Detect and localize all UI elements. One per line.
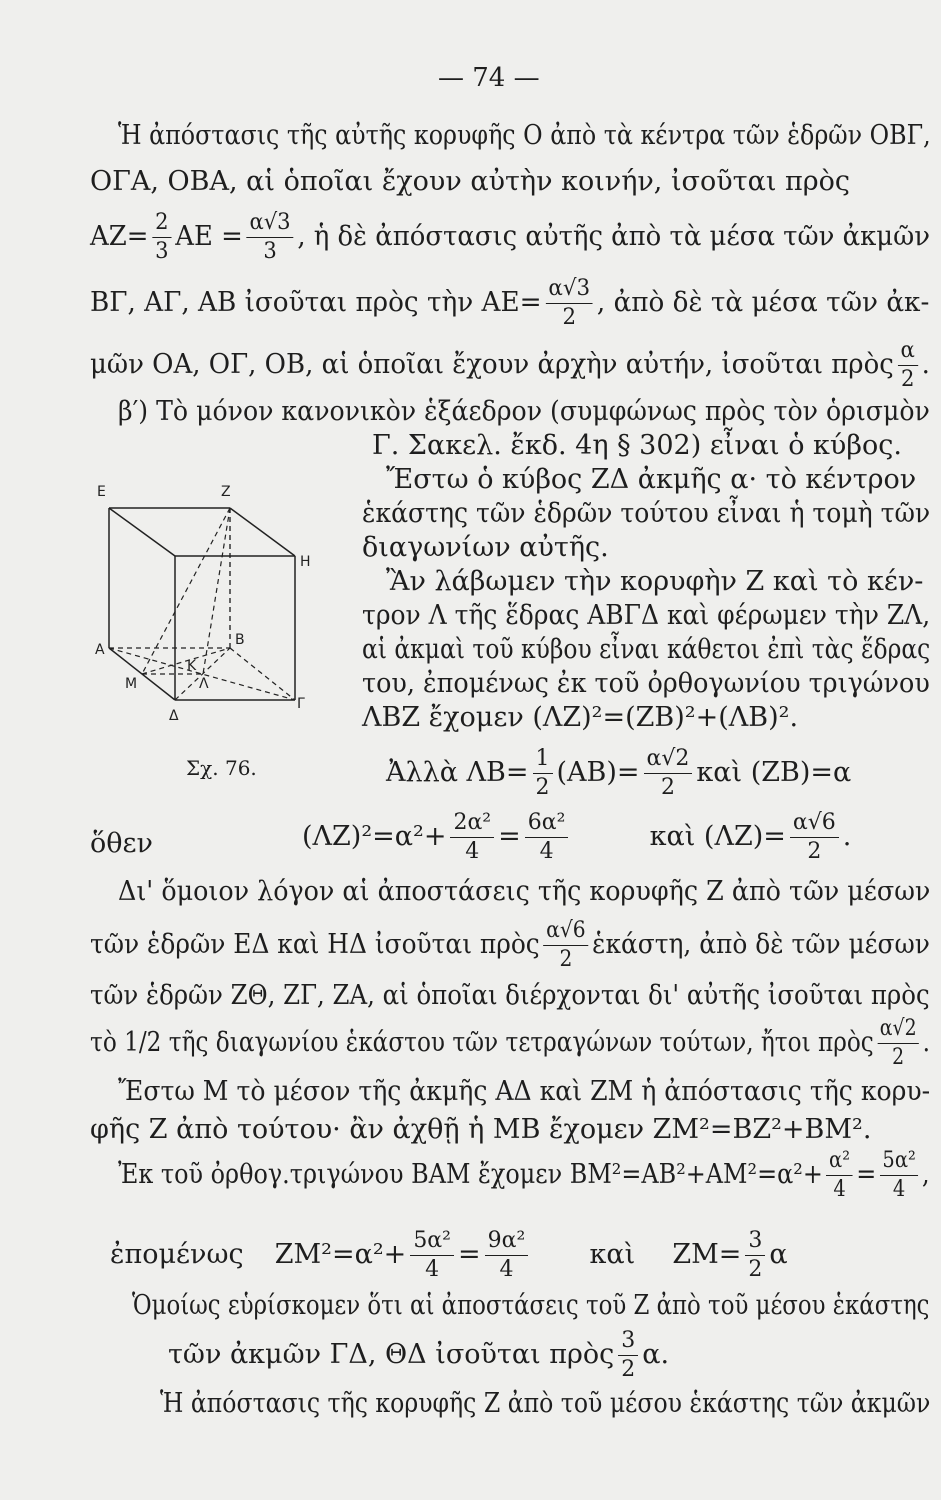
text-segment: τῶν ἀκμῶν ΓΔ, ΘΔ ἰσοῦται πρὸς bbox=[168, 1339, 615, 1370]
label-z: Ζ bbox=[221, 484, 231, 500]
text-line: Ἂν λάβωμεν τὴν κορυφὴν Ζ καὶ τὸ κέν- bbox=[386, 566, 924, 597]
fraction bbox=[525, 812, 569, 863]
text-line: β′) Τὸ μόνον κανονικὸν ἑξάεδρον (συμφώνως πρὸς τὸν ὁρισμὸν bbox=[118, 396, 930, 427]
label-g: Γ bbox=[297, 696, 305, 712]
text-line: Δι' ὅμοιον λόγον αἱ ἀποστάσεις τῆς κορυφῆς Ζ ἀπὸ τῶν μέσων bbox=[118, 876, 931, 907]
fraction bbox=[247, 212, 294, 263]
denominator: 4 bbox=[833, 1177, 846, 1202]
text-line: ΟΓΑ, ΟΒΑ, αἱ ὁποῖαι ἔχουν αὐτὴν κοινήν, ἰσοῦται πρὸς bbox=[90, 166, 850, 197]
text-segment: μῶν ΟΑ, ΟΓ, ΟΒ, αἱ ὁποῖαι ἔχουν ἀρχὴν αὐτήν, ἰσοῦται πρὸς bbox=[90, 349, 894, 380]
text-segment: α. bbox=[642, 1339, 670, 1370]
text-segment: ΒΓ, ΑΓ, ΑΒ ἰσοῦται πρὸς τὴν ΑΕ= bbox=[90, 287, 542, 318]
numerator: 1 bbox=[533, 748, 553, 774]
text-line: του, ἐπομένως ἐκ τοῦ ὀρθογωνίου τριγώνου bbox=[362, 668, 930, 699]
fraction bbox=[877, 1018, 919, 1069]
denominator: 2 bbox=[621, 1357, 636, 1382]
label-l: Λ bbox=[199, 676, 209, 692]
text-segment: καὶ bbox=[589, 1239, 636, 1270]
fraction bbox=[790, 812, 839, 863]
denominator: 3 bbox=[263, 239, 277, 264]
numerator: 2 bbox=[152, 212, 171, 238]
fraction bbox=[543, 920, 588, 971]
denominator: 2 bbox=[892, 1045, 905, 1070]
text-segment: ΖΜ= bbox=[672, 1239, 742, 1270]
text-segment: = bbox=[856, 1159, 877, 1190]
text-segment: , ἡ δὲ ἀπόστασις αὐτῆς ἀπὸ τὰ μέσα τῶν ἀκμῶν bbox=[297, 221, 930, 252]
fraction bbox=[898, 340, 918, 391]
text-segment: τὸ 1/2 τῆς διαγωνίου ἑκάστου τῶν τετραγώνων τούτων, ἤτοι πρὸς bbox=[90, 1027, 874, 1058]
fraction bbox=[410, 1230, 454, 1281]
text-segment: Ἐκ τοῦ ὀρθογ.τριγώνου ΒΑΜ ἔχομεν ΒΜ²=ΑΒ²+ΑΜ²=α²+ bbox=[118, 1159, 823, 1190]
fraction bbox=[485, 1230, 529, 1281]
text-line: τῶν ἑδρῶν ΖΘ, ΖΓ, ΖΑ, αἱ ὁποῖαι διέρχονται δι' αὐτῆς ἰσοῦται πρὸς bbox=[90, 980, 930, 1011]
text-segment: (ΑΒ)= bbox=[556, 757, 640, 788]
text-segment: = bbox=[458, 1239, 481, 1270]
text-line: Ἡ ἀπόστασις τῆς κορυφῆς Ζ ἀπὸ τοῦ μέσου ἑκάστης τῶν ἀκμῶν bbox=[160, 1388, 931, 1419]
formula-line bbox=[110, 1230, 788, 1281]
denominator: 4 bbox=[499, 1257, 514, 1282]
fraction bbox=[826, 1150, 852, 1201]
numerator: 9α² bbox=[485, 1230, 529, 1256]
formula-line bbox=[90, 920, 930, 971]
text-segment: , bbox=[921, 1159, 930, 1190]
text-line: τρον Λ τῆς ἕδρας ΑΒΓΔ καὶ φέρωμεν τὴν ΖΛ, bbox=[362, 600, 931, 631]
label-a: Α bbox=[95, 642, 105, 658]
text-line: φῆς Ζ ἀπὸ τούτου· ἂν ἀχθῇ ἡ ΜΒ ἔχομεν ΖΜ²=ΒΖ²+ΒΜ². bbox=[90, 1114, 872, 1145]
text-segment: Ἀλλὰ ΛΒ= bbox=[386, 757, 529, 788]
numerator: 3 bbox=[618, 1330, 638, 1356]
denominator: 2 bbox=[807, 839, 822, 864]
fraction bbox=[533, 748, 553, 799]
denominator: 4 bbox=[465, 839, 480, 864]
text-segment: τῶν ἑδρῶν ΕΔ καὶ ΗΔ ἰσοῦται πρὸς bbox=[90, 929, 540, 960]
text-line: Ἡ ἀπόστασις τῆς αὐτῆς κορυφῆς Ο ἀπὸ τὰ κέντρα τῶν ἑδρῶν ΟΒΓ, bbox=[118, 120, 931, 151]
formula-line bbox=[118, 1150, 930, 1201]
numerator: α√3 bbox=[247, 212, 294, 238]
text-segment: ΖΜ²=α²+ bbox=[274, 1239, 407, 1270]
numerator: α√2 bbox=[644, 748, 693, 774]
formula-line bbox=[90, 340, 930, 391]
denominator: 4 bbox=[425, 1257, 440, 1282]
cube-figure bbox=[95, 478, 320, 740]
formula-line bbox=[302, 812, 851, 863]
numerator: α√2 bbox=[877, 1018, 919, 1044]
text-line: Ὁμοίως εὑρίσκομεν ὅτι αἱ ἀποστάσεις τοῦ Ζ ἀπὸ τοῦ μέσου ἑκάστης bbox=[132, 1290, 930, 1321]
text-segment: ΑΕ = bbox=[175, 221, 243, 252]
numerator: α√6 bbox=[790, 812, 839, 838]
fraction bbox=[545, 278, 593, 329]
denominator: 2 bbox=[900, 367, 915, 392]
numerator: 3 bbox=[745, 1230, 765, 1256]
text-segment: . bbox=[842, 821, 852, 852]
numerator: α√3 bbox=[545, 278, 593, 304]
text-segment: καὶ (ΖΒ)=α bbox=[696, 757, 852, 788]
text-segment: (ΛΖ)²=α²+ bbox=[302, 821, 447, 852]
denominator: 2 bbox=[660, 775, 675, 800]
label-b: Β bbox=[235, 632, 245, 648]
denominator: 4 bbox=[892, 1177, 906, 1202]
text-line: αἱ ἀκμαὶ τοῦ κύβου εἶναι κάθετοι ἐπὶ τὰς ἕδρας bbox=[362, 634, 931, 665]
text-segment: καὶ (ΛΖ)= bbox=[649, 821, 786, 852]
label-k: Κ bbox=[187, 658, 197, 674]
numerator: 5α² bbox=[410, 1230, 454, 1256]
text-segment: . bbox=[922, 1027, 930, 1058]
numerator: 5α² bbox=[880, 1150, 919, 1176]
formula-line bbox=[90, 1018, 930, 1069]
denominator: 2 bbox=[535, 775, 550, 800]
denominator: 2 bbox=[559, 947, 573, 972]
denominator: 2 bbox=[562, 305, 577, 330]
text-line: ὅθεν bbox=[90, 828, 153, 859]
text-segment: ἑκάστη, ἀπὸ δὲ τῶν μέσων bbox=[592, 929, 930, 960]
label-d: Δ bbox=[169, 708, 179, 724]
denominator: 3 bbox=[155, 239, 169, 264]
numerator: α² bbox=[826, 1150, 852, 1176]
fraction bbox=[745, 1230, 765, 1281]
numerator: α bbox=[898, 340, 918, 366]
text-segment: = bbox=[498, 821, 521, 852]
fraction bbox=[880, 1150, 919, 1201]
text-line: ἑκάστης τῶν ἑδρῶν τούτου εἶναι ἡ τομὴ τῶν bbox=[362, 498, 931, 529]
text-segment: α bbox=[769, 1239, 788, 1270]
page-number: — 74 — bbox=[438, 63, 540, 93]
text-segment: , ἀπὸ δὲ τὰ μέσα τῶν ἀκ- bbox=[596, 287, 930, 318]
text-segment: ἐπομένως bbox=[110, 1239, 244, 1270]
fraction bbox=[618, 1330, 638, 1381]
fraction bbox=[152, 212, 171, 263]
fraction bbox=[450, 812, 494, 863]
text-line: Ἔστω Μ τὸ μέσον τῆς ἀκμῆς ΑΔ καὶ ΖΜ ἡ ἀπόστασις τῆς κορυ- bbox=[118, 1076, 931, 1107]
label-h: Η bbox=[300, 554, 311, 570]
denominator: 4 bbox=[539, 839, 554, 864]
numerator: 6α² bbox=[525, 812, 569, 838]
text-segment: . bbox=[921, 349, 930, 380]
numerator: 2α² bbox=[450, 812, 494, 838]
numerator: α√6 bbox=[543, 920, 588, 946]
figure-caption: Σχ. 76. bbox=[186, 756, 257, 780]
label-e: Ε bbox=[97, 484, 106, 500]
text-segment: ΑΖ= bbox=[90, 221, 149, 252]
formula-line bbox=[386, 748, 851, 799]
formula-line bbox=[90, 212, 930, 263]
denominator: 2 bbox=[748, 1257, 763, 1282]
fraction bbox=[644, 748, 693, 799]
formula-line bbox=[168, 1330, 669, 1381]
text-line: ΛΒΖ ἔχομεν (ΛΖ)²=(ΖΒ)²+(ΛΒ)². bbox=[362, 702, 799, 733]
label-m: Μ bbox=[125, 676, 138, 692]
text-line: Ἔστω ὁ κύβος ΖΔ ἀκμῆς α· τὸ κέντρον bbox=[386, 464, 917, 495]
formula-line bbox=[90, 278, 929, 329]
text-line: διαγωνίων αὐτῆς. bbox=[362, 532, 609, 563]
text-line: Γ. Σακελ. ἔκδ. 4η § 302) εἶναι ὁ κύβος. bbox=[372, 430, 902, 461]
